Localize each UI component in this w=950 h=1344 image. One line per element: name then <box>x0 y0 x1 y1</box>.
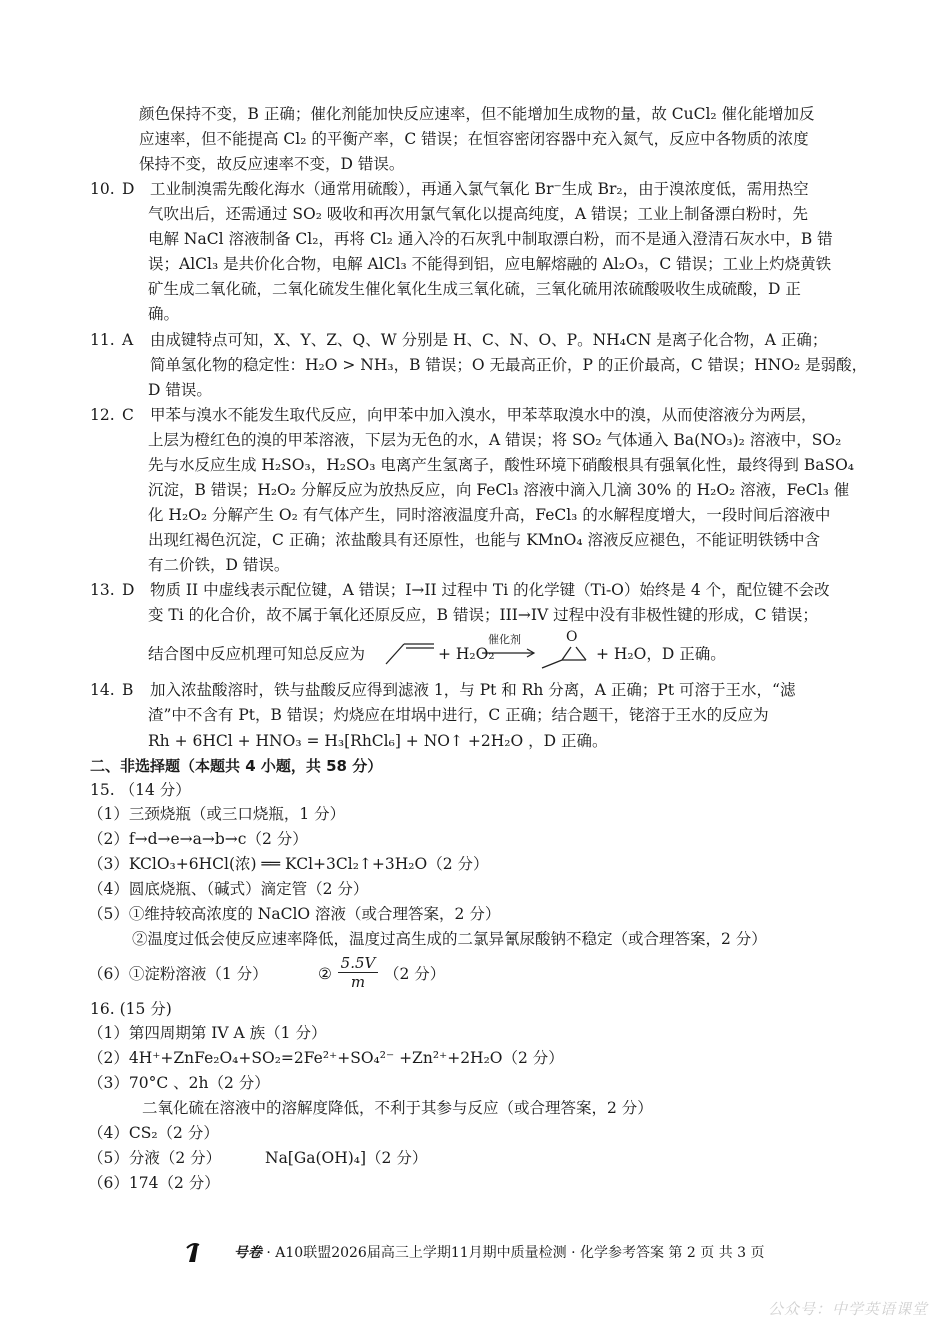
question-number: 14. <box>90 681 115 699</box>
answer-line: （4）圆底烧瓶、（碱式）滴定管（2 分） <box>88 880 369 898</box>
equation-suffix: + H₂O，D 正确。 <box>596 645 726 663</box>
page-footer <box>0 1240 950 1266</box>
text-line: 先与水反应生成 H₂SO₃，H₂SO₃ 电离产生氢离子，酸性环境下硝酸根具有强氧化性，最终得到 BaSO₄ <box>148 456 854 474</box>
epoxide-oxygen: O <box>566 629 578 645</box>
text-line: 变 Ti 的化合价，故不属于氧化还原反应，B 错误；III→IV 过程中没有非极性键的形成，C 错误； <box>148 606 818 624</box>
text-line: 出现红褐色沉淀，C 正确；浓盐酸具有还原性，也能与 KMnO₄ 溶液反应褪色，不能证明铁锈中含 <box>148 531 820 549</box>
text-line: 颜色保持不变，B 正确；催化剂能加快反应速率，但不能增加生成物的量，故 CuCl₂ 催化能增加反 <box>139 105 815 123</box>
brand-name: 号卷 <box>233 1245 262 1261</box>
text-line: 应速率，但不能提高 Cl₂ 的平衡产率，C 错误；在恒容密闭容器中充入氮气，反应中各物质的浓度 <box>139 130 809 148</box>
text-line: 误；AlCl₃ 是共价化合物，电解 AlCl₃ 不能得到铝，应电解熔融的 Al₂O₃，C 错误；工业上灼烧黄铁 <box>148 255 832 273</box>
answer-line: （5）分液（2 分） <box>88 1149 222 1167</box>
answer-line: （6）①淀粉溶液（1 分） <box>88 965 268 983</box>
fraction-numerator: 5.5V <box>338 954 378 973</box>
answer-marker: ② <box>318 965 332 983</box>
answer-line: Na[Ga(OH)₄]（2 分） <box>265 1149 428 1167</box>
answer-line: （4）CS₂（2 分） <box>88 1124 219 1142</box>
answer-letter: D <box>122 180 135 198</box>
answer-letter: C <box>122 406 134 424</box>
answer-line: 二氧化硫在溶液中的溶解度降低，不利于其参与反应（或合理答案，2 分） <box>142 1099 653 1117</box>
text-line: 渣”中不含有 Pt，B 错误；灼烧应在坩埚中进行，C 正确；结合题干，铑溶于王水的反应为 <box>148 706 769 724</box>
equation-prefix: 结合图中反应机理可知总反应为 <box>148 645 366 663</box>
text-line: 甲苯与溴水不能发生取代反应，向甲苯中加入溴水，甲苯萃取溴水中的溴，从而使溶液分为两层， <box>150 406 817 424</box>
text-line: 保持不变，故反应速率不变，D 错误。 <box>139 155 405 173</box>
text-line: 沉淀，B 错误；H₂O₂ 分解反应为放热反应，向 FeCl₃ 溶液中滴入几滴 30% 的 H₂O₂ 溶液，FeCl₃ 催 <box>148 481 850 499</box>
answer-line: （1）三颈烧瓶（或三口烧瓶，1 分） <box>88 805 346 823</box>
answer-line: （1）第四周期第 IV A 族（1 分） <box>88 1024 327 1042</box>
footer-text: · A10联盟2026届高三上学期11月期中质量检测 · 化学参考答案 第 2 页 共 3 页 <box>266 1245 765 1261</box>
watermark: 公众号：中学英语课堂 <box>767 1300 928 1318</box>
fraction-answer <box>338 954 378 991</box>
answer-line: （6）174（2 分） <box>88 1174 220 1192</box>
question-header: 15. （14 分） <box>90 781 191 799</box>
rh-equation: Rh + 6HCl + HNO₃ = H₃[RhCl₆] + NO↑ +2H₂O ，D 正确。 <box>148 732 608 750</box>
text-line: 物质 II 中虚线表示配位键，A 错误；I→II 过程中 Ti 的化学键（Ti-O）始终是 4 个，配位键不会改 <box>150 581 830 599</box>
catalyst-label: 催化剂 <box>488 633 521 646</box>
answer-line: （2）4H⁺+ZnFe₂O₄+SO₂=2Fe²⁺+SO₄²⁻ +Zn²⁺+2H₂O（2 分） <box>88 1049 564 1067</box>
answer-score: （2 分） <box>384 965 446 983</box>
text-line: 加入浓盐酸溶时，铁与盐酸反应得到滤液 1，与 Pt 和 Rh 分离，A 正确；Pt 可溶于王水，“滤 <box>150 681 796 699</box>
answer-letter: A <box>122 331 134 349</box>
text-line: 工业制溴需先酸化海水（通常用硫酸），再通入氯气氧化 Br⁻生成 Br₂，由于溴浓度低，需用热空 <box>150 180 809 198</box>
question-number: 13. <box>90 581 115 599</box>
reaction-arrow <box>482 648 536 658</box>
answer-line: ②温度过低会使反应速率降低，温度过高生成的二氯异氰尿酸钠不稳定（或合理答案，2 分） <box>132 930 767 948</box>
question-header: 16. (15 分) <box>90 1000 172 1018</box>
answer-line: （3）KClO₃+6HCl(浓) ══ KCl+3Cl₂↑+3H₂O（2 分） <box>88 855 489 873</box>
fraction-denominator: m <box>350 973 366 991</box>
answer-line: （5）①维持较高浓度的 NaClO 溶液（或合理答案，2 分） <box>88 905 501 923</box>
text-line: 化 H₂O₂ 分解产生 O₂ 有气体产生，同时溶液温度升高，FeCl₃ 的水解程度增大，一段时间后溶液中 <box>148 506 831 524</box>
text-line: 由成键特点可知，X、Y、Z、Q、W 分别是 H、C、N、O、P。NH₄CN 是离子化合物，A 正确； <box>150 331 828 349</box>
text-line: D 错误。 <box>148 381 212 399</box>
epoxide-structure <box>540 644 592 670</box>
text-line: 有二价铁，D 错误。 <box>148 556 290 574</box>
section-heading: 二、非选择题（本题共 4 小题，共 58 分） <box>90 757 383 775</box>
question-number: 11. <box>90 331 115 349</box>
reaction-equation <box>148 629 888 678</box>
text-line: 上层为橙红色的溴的甲苯溶液，下层为无色的水，A 错误；将 SO₂ 气体通入 Ba(NO₃)₂ 溶液中，SO₂ <box>148 431 842 449</box>
text-line: 气吹出后，还需通过 SO₂ 吸收和再次用氯气氧化以提高纯度，A 错误；工业上制备漂白粉时，先 <box>148 205 809 223</box>
text-line: 简单氢化物的稳定性：H₂O > NH₃，B 错误；O 无最高正价，P 的正价最高，C 错误；HNO₂ 是弱酸， <box>150 356 868 374</box>
question-number: 10. <box>90 180 115 198</box>
answer-letter: D <box>122 581 135 599</box>
question-number: 12. <box>90 406 115 424</box>
alkene-structure <box>384 640 436 666</box>
brand-logo <box>185 1240 229 1266</box>
h2o2-reactant: + H₂O₂ <box>438 645 495 663</box>
answer-letter: B <box>122 681 134 699</box>
text-line: 确。 <box>148 305 180 323</box>
text-line: 矿生成二氧化硫，二氧化硫发生催化氧化生成三氧化硫，三氧化硫用浓硫酸吸收生成硫酸，D 正 <box>148 280 801 298</box>
text-line: 电解 NaCl 溶液制备 Cl₂，再将 Cl₂ 通入冷的石灰乳中制取漂白粉，而不是通入澄清石灰水中，B 错 <box>148 230 833 248</box>
answer-line: （2）f→d→e→a→b→c（2 分） <box>88 830 308 848</box>
answer-line: （3）70°C 、2h（2 分） <box>88 1074 270 1092</box>
